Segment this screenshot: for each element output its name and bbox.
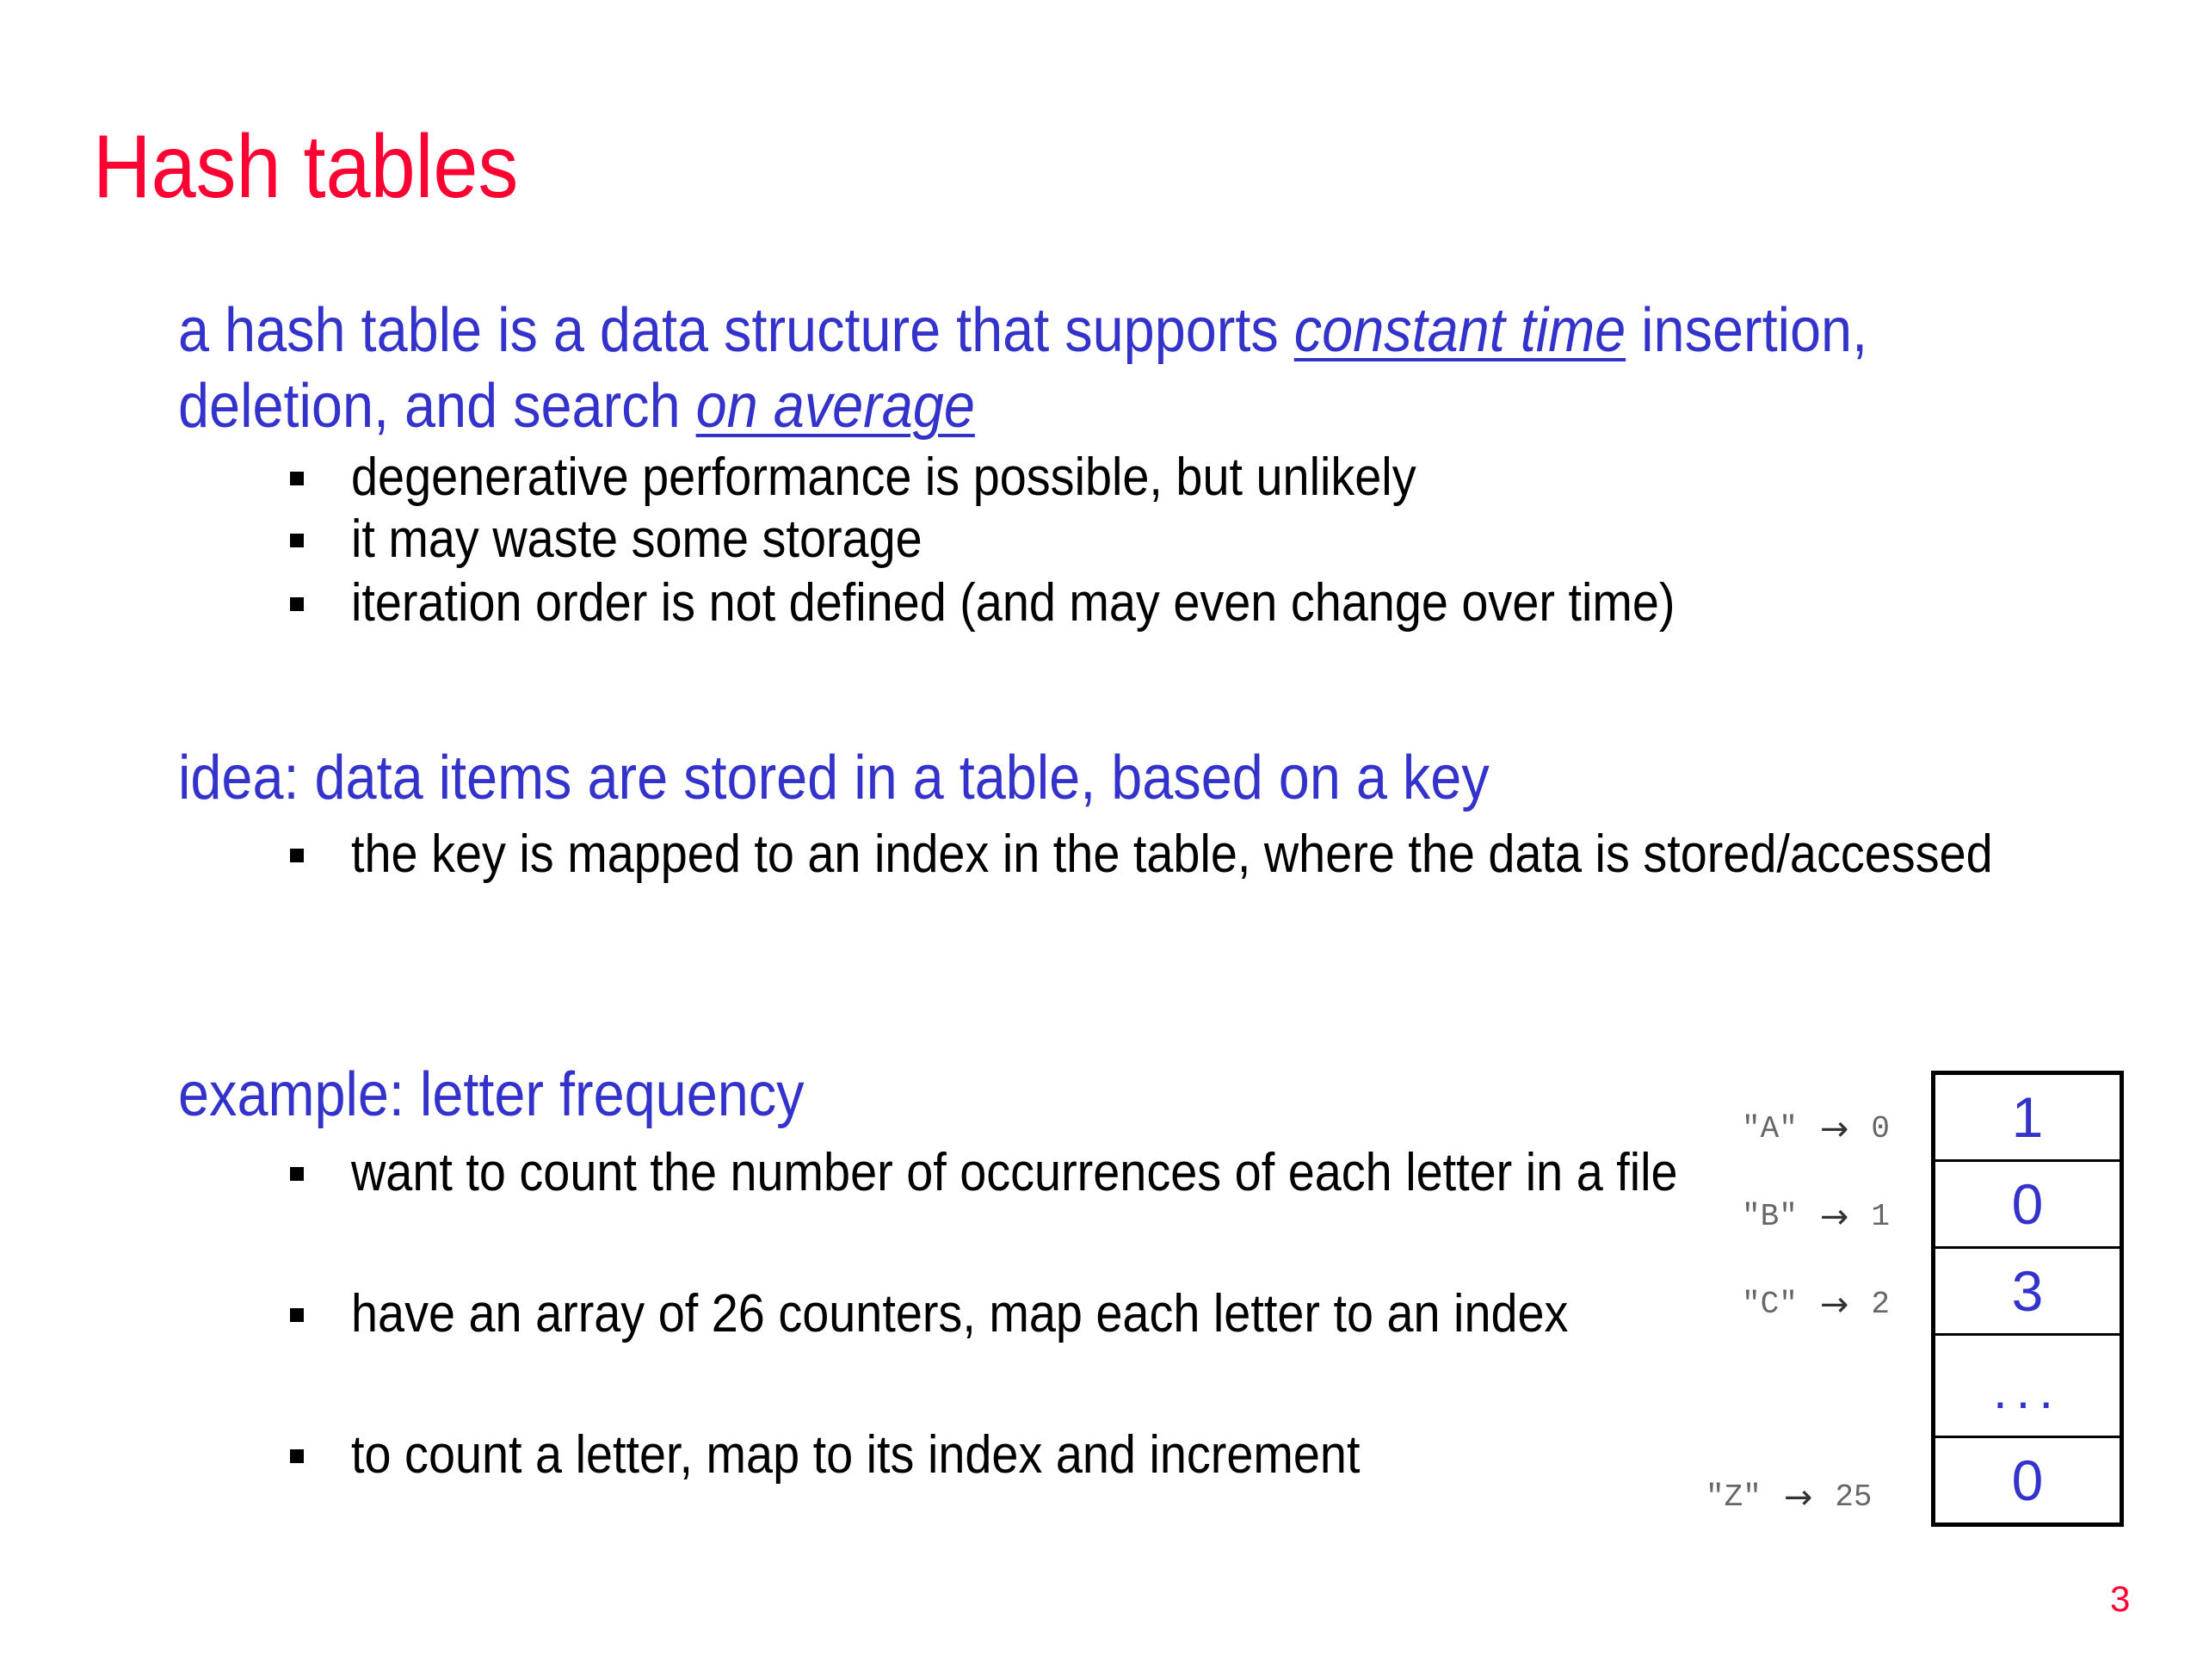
definition-text-2a: deletion, and search bbox=[178, 372, 696, 441]
slide-title: Hash tables bbox=[93, 117, 519, 217]
right-arrow-icon: → bbox=[1819, 1285, 1849, 1325]
bullet-text: want to count the number of occurrences of each letter in a file bbox=[351, 1143, 1678, 1202]
bullet-text: have an array of 26 counters, map each letter to an index bbox=[351, 1284, 1569, 1343]
mapping-key: "A" bbox=[1742, 1111, 1798, 1146]
example-heading: example: letter frequency bbox=[178, 1060, 805, 1129]
definition-text-1b: insertion, bbox=[1626, 296, 1868, 365]
bullet-text: the key is mapped to an index in the table, where the data is stored/accessed bbox=[351, 825, 1993, 884]
right-arrow-icon: → bbox=[1783, 1478, 1813, 1517]
right-arrow-icon: → bbox=[1819, 1197, 1849, 1237]
counter-array bbox=[1931, 1071, 2124, 1527]
array-cell: 3 bbox=[1935, 1249, 2120, 1336]
idea-heading: idea: data items are stored in a table, based on a key bbox=[178, 744, 1490, 812]
square-bullet-icon bbox=[290, 849, 304, 862]
definition-line-1 bbox=[178, 293, 1867, 368]
array-cell: 0 bbox=[1935, 1162, 2120, 1249]
bullet-text: iteration order is not defined (and may even change over time) bbox=[351, 573, 1675, 633]
mapping-key: "C" bbox=[1742, 1287, 1798, 1322]
page-number: 3 bbox=[2110, 1578, 2131, 1619]
mapping-row-z bbox=[1706, 1480, 1873, 1515]
square-bullet-icon bbox=[290, 597, 304, 611]
mapping-index: 25 bbox=[1835, 1479, 1873, 1515]
square-bullet-icon bbox=[290, 1167, 304, 1181]
mapping-row-c bbox=[1742, 1285, 1890, 1325]
array-cell-ellipsis: ... bbox=[1935, 1336, 2120, 1438]
bullet-text: degenerative performance is possible, but unlikely bbox=[351, 448, 1416, 507]
square-bullet-icon bbox=[290, 534, 304, 547]
definition-line-2 bbox=[178, 368, 975, 444]
array-cell: 0 bbox=[2011, 1448, 2044, 1512]
bullet-text: to count a letter, map to its index and increment bbox=[351, 1425, 1361, 1485]
bullet-text: it may waste some storage bbox=[351, 510, 923, 569]
right-arrow-icon: → bbox=[1819, 1109, 1849, 1149]
mapping-row-b bbox=[1742, 1197, 1890, 1237]
mapping-index: 2 bbox=[1871, 1287, 1890, 1322]
mapping-index: 1 bbox=[1871, 1199, 1890, 1234]
array-cell: 1 bbox=[1935, 1075, 2120, 1162]
square-bullet-icon bbox=[290, 472, 304, 485]
definition-emphasis-on-average: on average bbox=[695, 372, 975, 441]
square-bullet-icon bbox=[290, 1308, 304, 1322]
definition-text-1a: a hash table is a data structure that supports bbox=[178, 296, 1294, 365]
mapping-index: 0 bbox=[1871, 1111, 1890, 1146]
mapping-key: "Z" bbox=[1706, 1479, 1762, 1515]
square-bullet-icon bbox=[290, 1449, 304, 1463]
definition-emphasis-constant-time: constant time bbox=[1293, 296, 1626, 365]
mapping-key: "B" bbox=[1742, 1199, 1798, 1234]
mapping-row-a bbox=[1742, 1109, 1890, 1149]
